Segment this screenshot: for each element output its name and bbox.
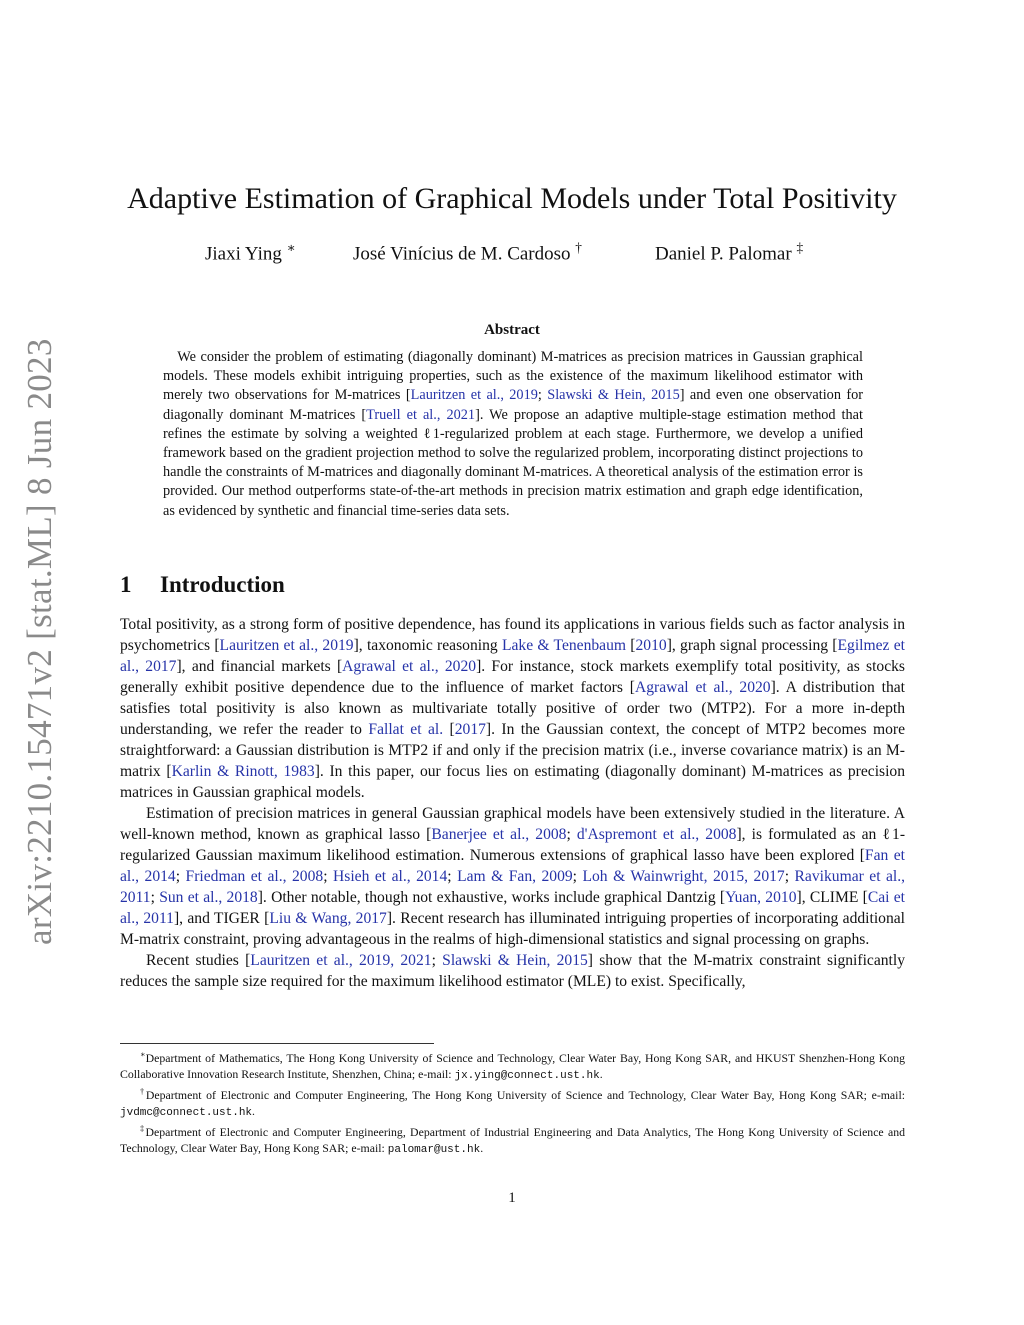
- citation-link[interactable]: Lam & Fan, 2009: [457, 868, 573, 885]
- body-text: [120, 614, 905, 992]
- section-heading: 1 Introduction: [120, 572, 285, 597]
- citation-link[interactable]: Lauritzen et al., 2019: [410, 387, 538, 404]
- citation-link[interactable]: Lauritzen et al., 2019: [219, 637, 354, 654]
- email-link[interactable]: jvdmc@connect.ust.hk: [120, 1106, 253, 1119]
- citation-link[interactable]: Slawski & Hein, 2015: [547, 387, 680, 404]
- citation-link[interactable]: Loh & Wainwright, 2015, 2017: [582, 868, 785, 885]
- citation-link[interactable]: Egilmez et al., 2017: [120, 637, 905, 675]
- citation-link[interactable]: Fallat et al.: [368, 721, 444, 738]
- paragraph-3: Recent studies [Lauritzen et al., 2019, 2021; Slawski & Hein, 2015] show that the M-matrix constraint significantly reduces the sample size required for the maximum likelihood estimator (MLE) to exist. Specifically,: [120, 952, 905, 990]
- citation-link[interactable]: 2010: [635, 637, 667, 654]
- citation-link[interactable]: 2017: [454, 721, 486, 738]
- citation-link[interactable]: Hsieh et al., 2014: [333, 868, 448, 885]
- citation-link[interactable]: Friedman et al., 2008: [185, 868, 324, 885]
- author-3: Daniel P. Palomar ‡: [655, 240, 804, 265]
- citation-link[interactable]: Liu & Wang, 2017: [269, 910, 387, 927]
- footnotes: [120, 1047, 905, 1158]
- paragraph-2: Estimation of precision matrices in general Gaussian graphical models have been extensively studied in the literature. A well-known method, known as graphical lasso [Banerjee et al., 2008; d'Aspremont et al., 2008], is formulated as an ℓ1-regularized Gaussian maximum likelihood estimation. Numerous extensions of graphical lasso have been explored [Fan et al., 2014; Friedman et al., 2008; Hsieh et al., 2014; Lam & Fan, 2009; Loh & Wainwright, 2015, 2017; Ravikumar et al., 2011; Sun et al., 2018]. Other notable, though not exhaustive, works include graphical Dantzig [Yuan, 2010], CLIME [Cai et al., 2011], and TIGER [Liu & Wang, 2017]. Recent research has illuminated intriguing properties of incorporating additional M-matrix constraint, proving advantageous in the realms of high-dimensional statistics and signal processing on graphs.: [120, 805, 906, 948]
- email-link[interactable]: palomar@ust.hk: [387, 1143, 481, 1156]
- footnote-2: †Department of Electronic and Computer Engineering, The Hong Kong University of Science and Technology, Clear Water Bay, Hong Kong SAR; e-mail: jvdmc@connect.ust.hk.: [120, 1086, 905, 1119]
- citation-link[interactable]: Karlin & Rinott, 1983: [171, 763, 315, 780]
- author-1: Jiaxi Ying ∗: [205, 240, 296, 265]
- citation-link[interactable]: Slawski & Hein, 2015: [442, 952, 588, 969]
- citation-link[interactable]: Banerjee et al., 2008: [431, 826, 567, 843]
- arxiv-stamp: arXiv:2210.15471v2 [stat.ML] 8 Jun 2023: [20, 338, 59, 945]
- citation-link[interactable]: Fan et al., 2014: [120, 847, 905, 885]
- citation-link[interactable]: Lake & Tenenbaum: [501, 637, 627, 654]
- page-number: 1: [508, 1190, 516, 1206]
- citation-link[interactable]: d'Aspremont et al., 2008: [576, 826, 737, 843]
- abstract-heading: Abstract: [484, 322, 540, 338]
- citation-link[interactable]: Cai et al., 2011: [120, 889, 905, 927]
- citation-link[interactable]: Agrawal et al., 2020: [634, 679, 771, 696]
- footnote-rule: [120, 1043, 434, 1044]
- footnote-3: ‡Department of Electronic and Computer Engineering, Department of Industrial Engineering and Data Analytics, The Hong Kong University of Science and Technology, Clear Water Bay, Hong Kong SAR; e-mail: palomar@ust.hk.: [120, 1123, 905, 1156]
- citation-link[interactable]: Yuan, 2010: [725, 889, 797, 906]
- citation-link[interactable]: Sun et al., 2018: [159, 889, 258, 906]
- citation-link[interactable]: Agrawal et al., 2020: [342, 658, 477, 675]
- footnote-1: ∗Department of Mathematics, The Hong Kong University of Science and Technology, Clear Water Bay, Hong Kong SAR, and HKUST Shenzhen-Hong Kong Collaborative Innovation Research Institute, Shenzhen, China; e-mail: jx.ying@connect.ust.hk.: [120, 1050, 905, 1082]
- paragraph-1: Total positivity, as a strong form of positive dependence, has found its applications in various fields such as factor analysis in psychometrics [Lauritzen et al., 2019], taxonomic reasoning Lake & Tenenbaum [2010], graph signal processing [Egilmez et al., 2017], and financial markets [Agrawal et al., 2020]. For instance, stock markets exemplify total positivity, as stocks generally exhibit positive dependence due to the influence of market factors [Agrawal et al., 2020]. A distribution that satisfies total positivity is also known as multivariate totally positive of order two (MTP2). For a more in-depth understanding, we refer the reader to Fallat et al. [2017]. In the Gaussian context, the concept of MTP2 becomes more straightforward: a Gaussian distribution is MTP2 if and only if the precision matrix (i.e., inverse covariance matrix) is an M-matrix [Karlin & Rinott, 1983]. In this paper, our focus lies on estimating (diagonally dominant) M-matrices as precision matrices in Gaussian graphical models.: [120, 616, 906, 801]
- citation-link[interactable]: Lauritzen et al., 2019, 2021: [250, 952, 432, 969]
- citation-link[interactable]: Truell et al., 2021: [366, 406, 476, 423]
- citation-link[interactable]: Ravikumar et al., 2011: [120, 868, 906, 906]
- email-link[interactable]: jx.ying@connect.ust.hk: [454, 1069, 600, 1082]
- paper-title: Adaptive Estimation of Graphical Models under Total Positivity: [127, 182, 897, 215]
- abstract-text: We consider the problem of estimating (diagonally dominant) M-matrices as precision matrices in Gaussian graphical models. These models exhibit intriguing properties, such as the existence of the maximum likelihood estimator with merely two observations for M-matrices [Lauritzen et al., 2019; Slawski & Hein, 2015] and even one observation for diagonally dominant M-matrices [Truell et al., 2021]. We propose an adaptive multiple-stage estimation method that refines the estimate by solving a weighted ℓ1-regularized problem at each stage. Furthermore, we develop a unified framework based on the gradient projection method to solve the regularized problem, incorporating distinct projections to handle the constraints of M-matrices and diagonally dominant M-matrices. A theoretical analysis of the estimation error is provided. Our method outperforms state-of-the-art methods in precision matrix estimation and graph edge identification, as evidenced by synthetic and financial time-series data sets.: [163, 349, 864, 519]
- author-2: José Vinícius de M. Cardoso †: [353, 240, 582, 265]
